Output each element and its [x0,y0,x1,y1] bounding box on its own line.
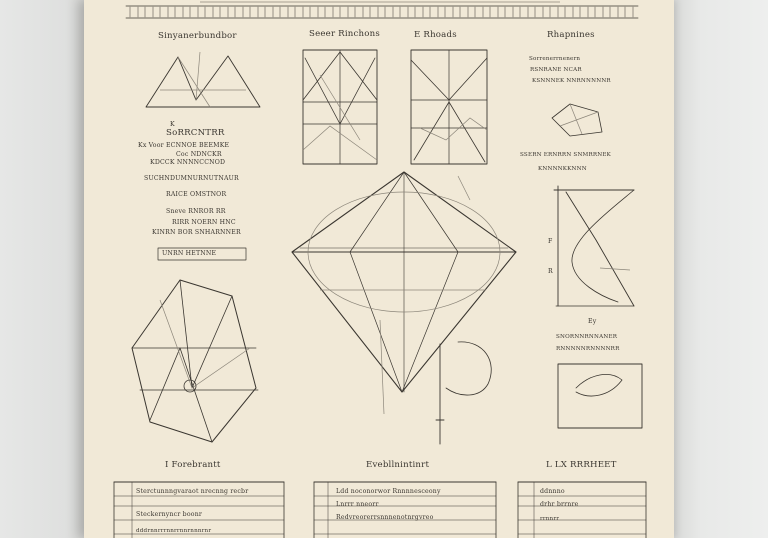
table-mid-row-3: Redvreorerrsnnnenotnrgvreo [336,514,434,521]
table-right-row-2: drhr brrnre [540,501,579,508]
table-right-lines [518,482,646,538]
left-note-3: Kx Voor ECNNOE BEEMKE [138,142,230,149]
triangle-sketch [146,52,260,107]
left-note-7: RAICE OMSTNOR [166,191,227,198]
right-note-7: RNNNNNRNNNNRR [556,346,620,352]
heading-top-mid2: E Rhoads [414,30,457,40]
small-fold-sketch [552,104,602,136]
fold-pattern-right [411,50,487,164]
table-right-row-3: rrnnrr [540,516,560,522]
footer-mid: Evebllnintinrt [366,460,430,470]
right-note-6: SNORNNRNNANER [556,334,618,340]
left-note-10: KINRN BOR SNHARNNER [152,229,241,236]
right-mark-3: Ey [588,318,597,325]
left-note-8: Sneve RNROR RR [166,208,226,215]
boxed-sketch [558,364,642,428]
footer-left: I Forebrantt [165,460,221,470]
left-note-9: RIRR NOERN HNC [172,219,236,226]
left-boxed-label: UNRN HETNNE [162,250,217,257]
top-ruled-band [126,2,638,18]
left-note-1: K [170,121,175,128]
vertical-fold-sketch [554,186,634,306]
right-note-1: Sorrenerrnenern [529,56,581,62]
right-note-4: SSERN ERNRRN SNMRRNEK [520,152,612,158]
left-note-2: SoRRCNTRR [166,128,225,138]
right-note-5: KNNNNKKNNN [538,166,587,172]
heading-top-left: Sinyanerbundbor [158,31,237,41]
footer-right: L LX RRRHEET [546,460,617,470]
table-left-row-1: Sterctunnngvaraot nrecnng recbr [136,488,249,495]
central-diamond-sketch [292,172,516,444]
hexagon-sketch [132,280,258,442]
right-mark-2: R [548,268,553,275]
right-note-3: KSNNNEK NNRNNNNNR [532,78,611,84]
left-note-5: KDCCK NNNNCCNOD [150,159,226,166]
table-mid-row-2: Lnrrr nneorr [336,501,379,508]
table-right-row-1: ddnnno [540,488,565,495]
table-mid-row-1: Ldd noconorwor Rnnnnesceony [336,488,441,495]
heading-top-right: Rhapnines [547,30,595,40]
fold-pattern-left [303,50,377,164]
table-left-row-2: Steckernyncr boonr [136,511,203,518]
right-note-2: RSNRANE NCAR [530,67,582,73]
table-left-row-3: dddrnnrrrnnrrnnrnnnrnr [136,528,212,534]
right-mark-1: F [548,238,553,245]
heading-top-mid1: Seeer Rinchons [309,29,381,39]
left-note-6: SUCHNDUMNURNUTNAUR [144,175,239,182]
left-note-4: Coc NDNCKR [176,151,222,158]
